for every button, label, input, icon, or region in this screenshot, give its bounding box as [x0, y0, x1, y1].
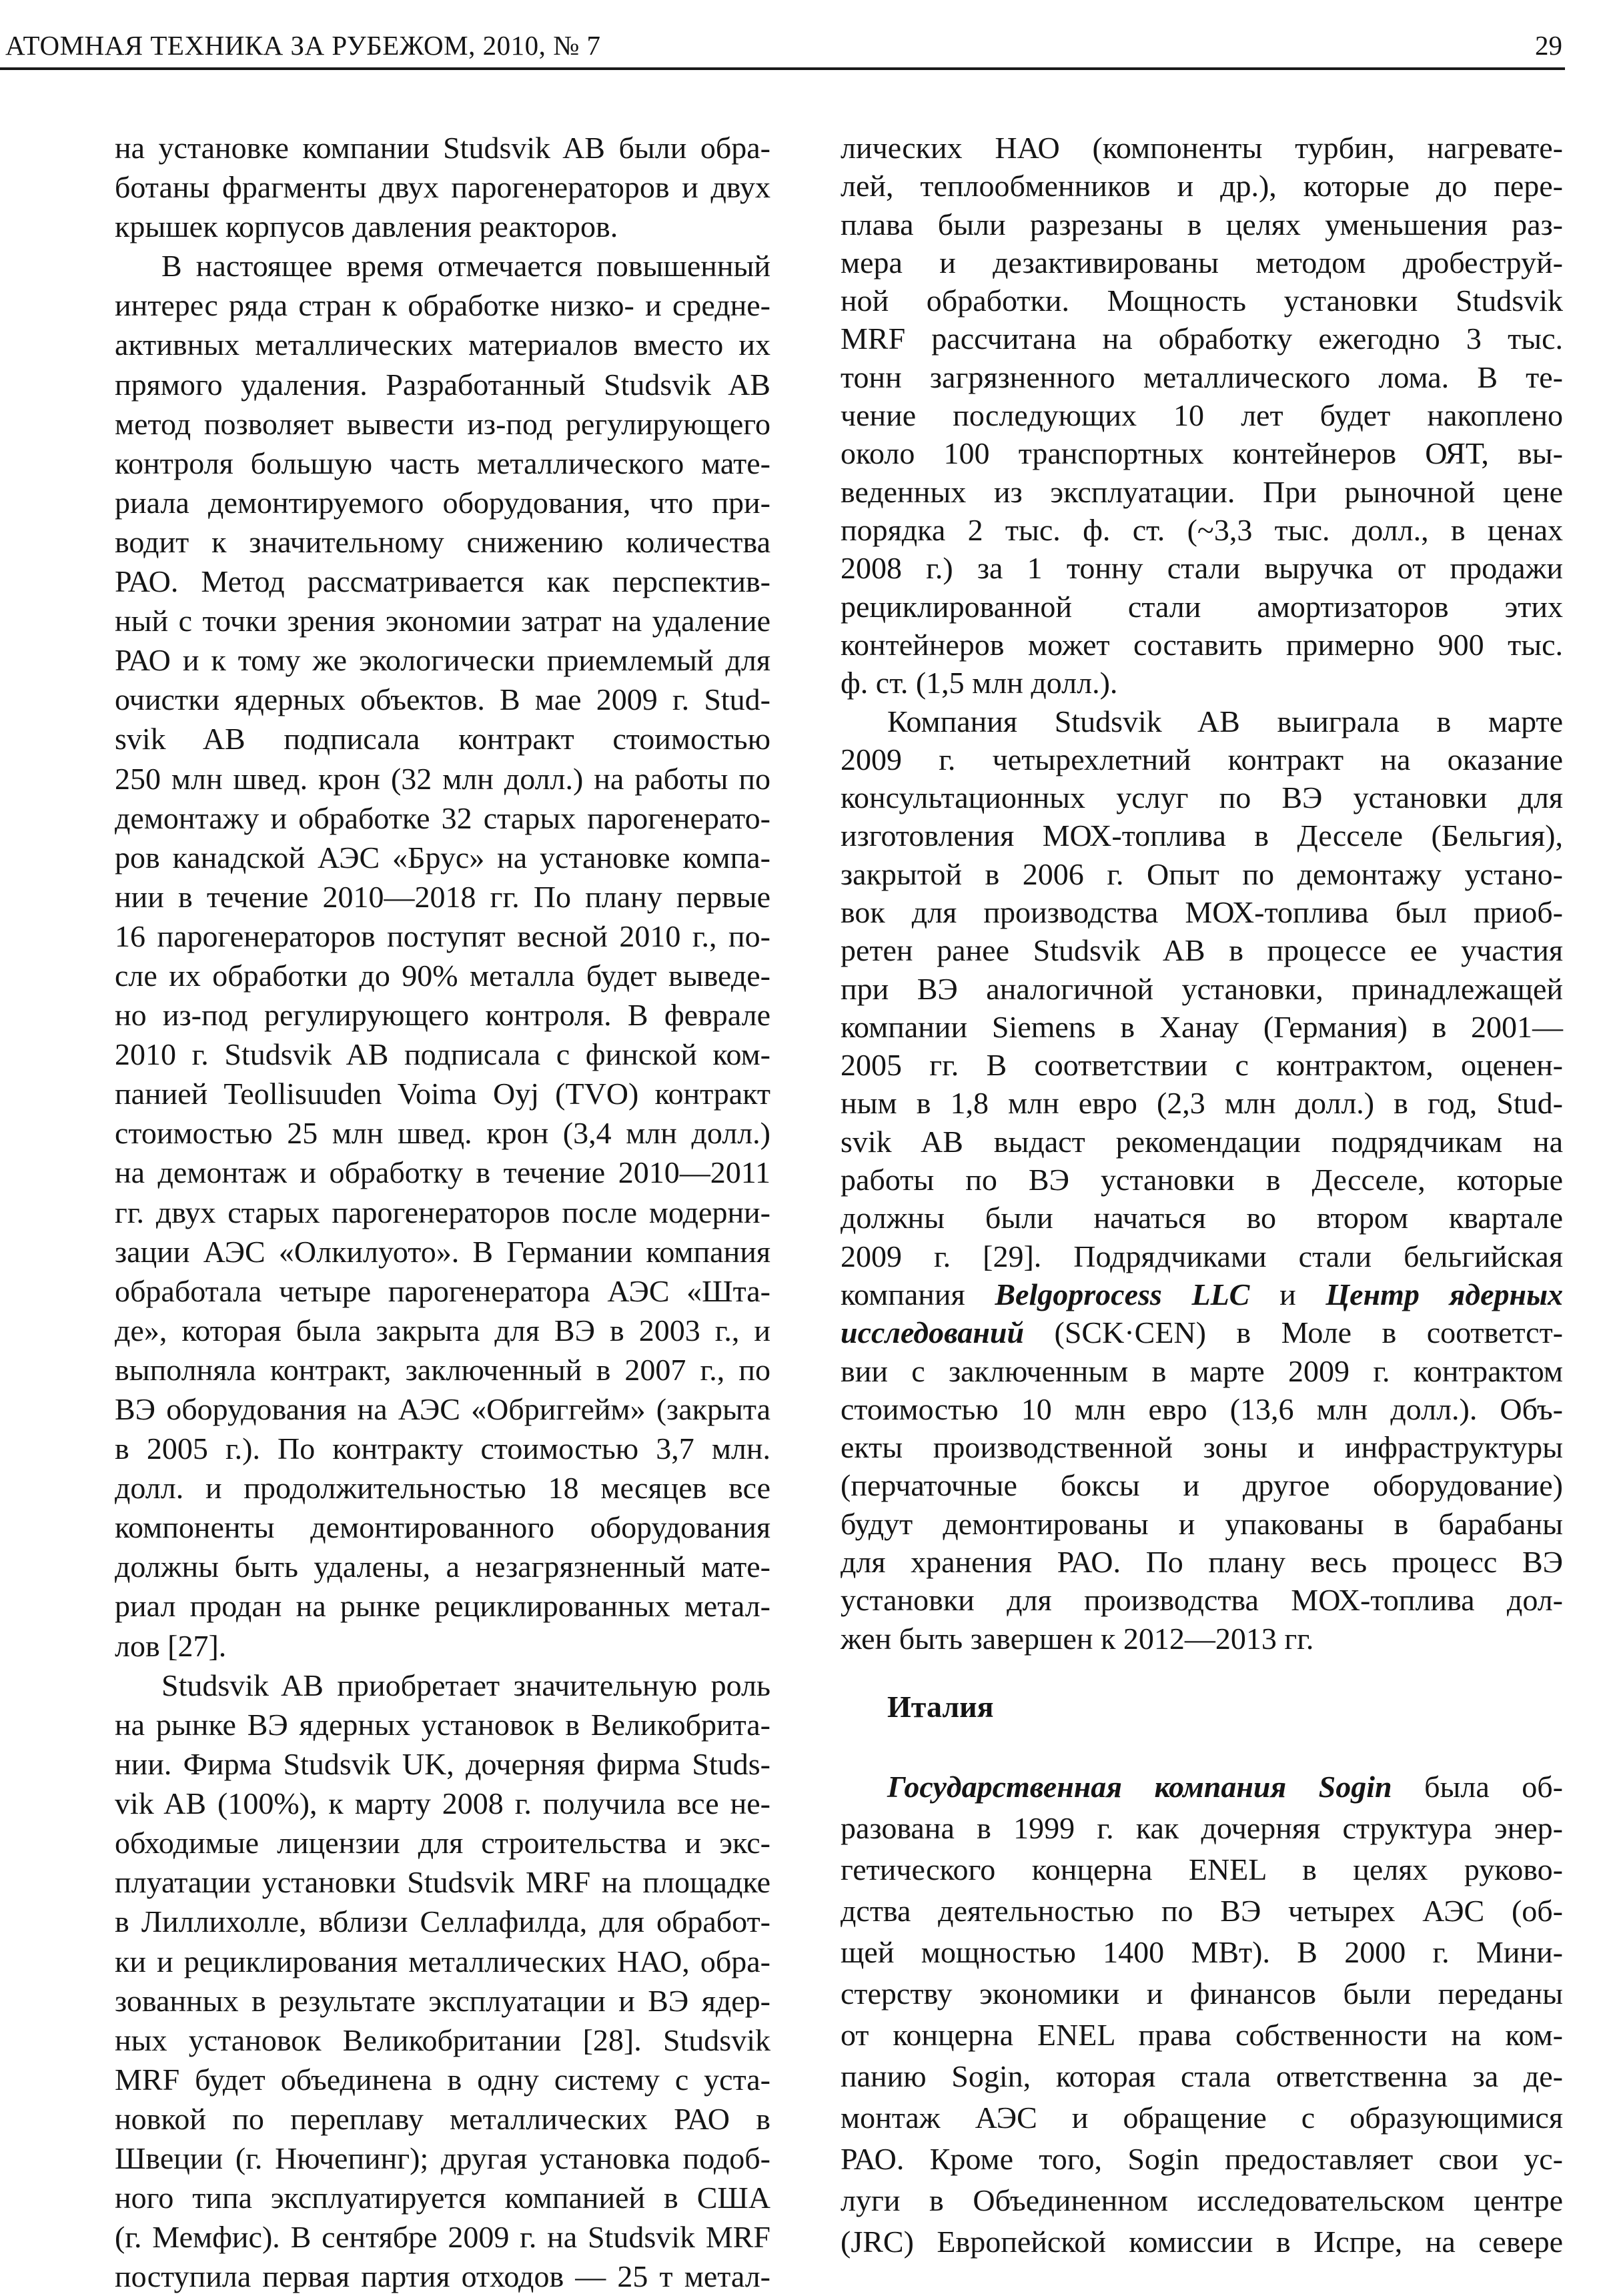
- text-line: ной обработки. Мощность установки Studsvik: [841, 283, 1563, 318]
- text-line: 2005 гг. В соответствии с контрактом, оценен-: [841, 1048, 1563, 1083]
- text-line: MRF рассчитана на обработку ежегодно 3 тыс.: [841, 322, 1563, 356]
- text-line: ки и рециклирования металлических НАО, обра-: [115, 1944, 770, 1978]
- text-line: 2008 г.) за 1 тонну стали выручка от продажи: [841, 551, 1563, 586]
- text-line: 250 млн швед. крон (32 млн долл.) на работы по: [115, 761, 770, 796]
- text-line: установки для производства МОХ-топлива дол-: [841, 1583, 1563, 1618]
- text-line: чение последующих 10 лет будет накоплено: [841, 398, 1563, 433]
- text-line: демонтажу и обработке 32 старых парогенерато-: [115, 800, 770, 835]
- text-line: svik AB подписала контракт стоимостью: [115, 722, 770, 756]
- text-line: на демонтаж и обработку в течение 2010—2011: [115, 1155, 770, 1190]
- text-line: в 2005 г.). По контракту стоимостью 3,7 млн.: [115, 1431, 770, 1466]
- text-line: для хранения РАО. По плану весь процесс ВЭ: [841, 1545, 1563, 1580]
- text-line: екты производственной зоны и инфраструктуры: [841, 1430, 1563, 1465]
- text-line: жен быть завершен к 2012—2013 гг.: [841, 1621, 1314, 1656]
- text-line: разована в 1999 г. как дочерняя структура энер-: [841, 1811, 1563, 1845]
- text-line: [841, 1275, 1563, 1313]
- text-line: дства деятельностью по ВЭ четырех АЭС (об-: [841, 1894, 1563, 1928]
- text-line: при ВЭ аналогичной установки, принадлежащей: [841, 971, 1563, 1006]
- text-line: Компания Studsvik AB выиграла в марте: [887, 704, 1563, 738]
- text-line: риала демонтируемого оборудования, что при-: [115, 485, 770, 520]
- text-line: панию Sogin, которая стала ответственна за де-: [841, 2059, 1563, 2093]
- text-line: должны быть удалены, а незагрязненный мате-: [115, 1550, 770, 1584]
- text-line: рециклированной стали амортизаторов этих: [841, 589, 1563, 624]
- page-number: 29: [1535, 30, 1562, 61]
- text-line: мера и дезактивированы методом дробеструй-: [841, 245, 1563, 279]
- text-line: лических НАО (компоненты турбин, нагревате-: [841, 131, 1563, 165]
- text-line: крышек корпусов давления реакторов.: [115, 209, 618, 244]
- text-line: зованных в результате эксплуатации и ВЭ ядер-: [115, 1983, 770, 2018]
- text-line: прямого удаления. Разработанный Studsvik AB: [115, 367, 770, 402]
- text-line: ВЭ оборудования на АЭС «Обриггейм» (закрыта: [115, 1392, 770, 1427]
- text-line: лей, теплообменников и др.), которые до пере-: [841, 169, 1563, 203]
- text-line: работы по ВЭ установки в Десселе, которые: [841, 1163, 1563, 1197]
- text-line: риал продан на рынке рециклированных метал-: [115, 1589, 770, 1624]
- text-line: контейнеров может составить примерно 900 тыс.: [841, 627, 1563, 662]
- text-line: MRF будет объединена в одну систему с уста-: [115, 2062, 770, 2097]
- text-line: веденных из эксплуатации. При рыночной цене: [841, 474, 1563, 509]
- text-line: нии. Фирма Studsvik UK, дочерняя фирма Studs-: [115, 1747, 770, 1782]
- text-line: Studsvik AB приобретает значительную роль: [161, 1668, 770, 1702]
- text-line: будут демонтированы и упакованы в барабаны: [841, 1506, 1563, 1541]
- text-line: лов [27].: [115, 1628, 227, 1663]
- emphasized-name: Центр ядерных: [1325, 1277, 1563, 1311]
- text-line: порядка 2 тыс. ф. ст. (~3,3 тыс. долл., в ценах: [841, 512, 1563, 547]
- section-heading: Италия: [887, 1690, 994, 1724]
- text-line: водит к значительному снижению количества: [115, 524, 770, 559]
- text-line: луги в Объединенном исследовательском центре: [841, 2183, 1563, 2217]
- text-line: вии с заключенным в марте 2009 г. контрактом: [841, 1353, 1563, 1388]
- text-line: компании Siemens в Ханау (Германия) в 2001—: [841, 1009, 1563, 1044]
- paragraph: [115, 128, 770, 246]
- text-segment: и: [1249, 1277, 1326, 1311]
- text-segment: (SCK·CEN) в Моле в соответст-: [1024, 1315, 1563, 1350]
- text-line: активных металлических материалов вместо их: [115, 328, 770, 362]
- text-line: (JRC) Европейской комиссии в Испре, на севере: [841, 2225, 1563, 2259]
- text-line: стоимостью 25 млн швед. крон (3,4 млн долл.): [115, 1116, 770, 1151]
- text-line: долл. и продолжительностью 18 месяцев все: [115, 1471, 770, 1506]
- text-line: монтаж АЭС и обращение с образующимися: [841, 2101, 1563, 2135]
- text-line: гг. двух старых парогенераторов после модерни-: [115, 1195, 770, 1229]
- text-line: 2009 г. четырехлетний контракт на оказание: [841, 742, 1563, 776]
- text-line: (перчаточные боксы и другое оборудование): [841, 1468, 1563, 1503]
- journal-title: АТОМНАЯ ТЕХНИКА ЗА РУБЕЖОМ, 2010, № 7: [5, 30, 601, 61]
- text-line: интерес ряда стран к обработке низко- и средне-: [115, 288, 770, 323]
- text-line: на рынке ВЭ ядерных установок в Великобрита-: [115, 1707, 770, 1742]
- text-line: РАО. Кроме того, Sogin предоставляет свои ус-: [841, 2142, 1563, 2176]
- text-line: РАО и к тому же экологически приемлемый для: [115, 643, 770, 678]
- text-line: очистки ядерных объектов. В мае 2009 г. Stud-: [115, 682, 770, 717]
- text-line: обходимые лицензии для строительства и экс-: [115, 1826, 770, 1860]
- text-line: ным в 1,8 млн евро (2,3 млн долл.) в год, Stud-: [841, 1086, 1563, 1121]
- paragraph: [115, 1666, 770, 2296]
- text-line: 2009 г. [29]. Подрядчиками стали бельгийская: [841, 1239, 1563, 1273]
- text-line: тонн загрязненного металлического лома. В те-: [841, 360, 1563, 394]
- text-line: консультационных услуг по ВЭ установки для: [841, 780, 1563, 815]
- text-line: ров канадской АЭС «Брус» на установке компа-: [115, 840, 770, 875]
- paragraph: [115, 246, 770, 1665]
- text-line: плава были разрезаны в целях уменьшения раз-: [841, 207, 1563, 241]
- text-line: В настоящее время отмечается повышенный: [161, 249, 770, 283]
- text-line: [841, 1766, 1563, 1808]
- text-line: vik AB (100%), к марту 2008 г. получила все не-: [115, 1786, 770, 1821]
- text-line: Швеции (г. Нючепинг); другая установка подоб-: [115, 2141, 770, 2176]
- text-line: РАО. Метод рассматривается как перспектив-: [115, 564, 770, 599]
- text-line: ретен ранее Studsvik AB в процессе ее участия: [841, 933, 1563, 968]
- text-line: гетического концерна ENEL в целях руково-: [841, 1852, 1563, 1886]
- text-line: де», которая была закрыта для ВЭ в 2003 г., и: [115, 1313, 770, 1347]
- text-line: компоненты демонтированного оборудования: [115, 1510, 770, 1545]
- text-line: ных установок Великобритании [28]. Studsvik: [115, 2023, 770, 2057]
- paragraph: [841, 129, 1563, 702]
- text-line: изготовления МОХ-топлива в Десселе (Бельгия),: [841, 818, 1563, 853]
- text-line: выполняла контракт, заключенный в 2007 г., по: [115, 1352, 770, 1387]
- text-line: контроля большую часть металлического мате-: [115, 446, 770, 480]
- text-line: 16 парогенераторов поступят весной 2010 г., по-: [115, 919, 770, 953]
- text-line: сле их обработки до 90% металла будет выведе-: [115, 958, 770, 993]
- text-line: панией Teollisuuden Voima Oyj (TVO) контракт: [115, 1077, 770, 1111]
- text-line: обработала четыре парогенератора АЭС «Шта-: [115, 1273, 770, 1308]
- text-line: ф. ст. (1,5 млн долл.).: [841, 666, 1118, 700]
- text-line: (г. Мемфис). В сентябре 2009 г. на Studsvik MRF: [115, 2220, 770, 2255]
- text-line: должны были начаться во втором квартале: [841, 1201, 1563, 1235]
- text-line: стерству экономики и финансов были переданы: [841, 1976, 1563, 2011]
- text-line: новкой по переплаву металлических РАО в: [115, 2101, 770, 2136]
- emphasized-name: исследований: [841, 1315, 1025, 1350]
- text-line: стоимостью 10 млн евро (13,6 млн долл.). Объ-: [841, 1391, 1563, 1426]
- text-line: метод позволяет вывести из-под регулирующего: [115, 406, 770, 441]
- emphasized-name: Государственная компания Sogin: [887, 1770, 1392, 1804]
- text-line: плуатации установки Studsvik MRF на площадке: [115, 1865, 770, 1900]
- text-line: ботаны фрагменты двух парогенераторов и двух: [115, 170, 770, 205]
- emphasized-name: Belgoprocess LLC: [995, 1277, 1250, 1311]
- paragraph: [841, 1766, 1563, 2263]
- text-line: от концерна ENEL права собственности на ком-: [841, 2018, 1563, 2052]
- text-line: вок для производства МОХ-топлива был приоб-: [841, 895, 1563, 929]
- text-line: но из-под регулирующего контроля. В феврале: [115, 998, 770, 1033]
- text-line: на установке компании Studsvik AB были обра-: [115, 131, 770, 165]
- text-line: закрытой в 2006 г. Опыт по демонтажу устано-: [841, 856, 1563, 891]
- text-line: 2010 г. Studsvik AB подписала с финской ком-: [115, 1037, 770, 1072]
- text-line: около 100 транспортных контейнеров ОЯТ, вы-: [841, 436, 1563, 471]
- text-line: щей мощностью 1400 МВт). В 2000 г. Мини-: [841, 1935, 1563, 1969]
- text-segment: компания: [841, 1277, 995, 1311]
- text-line: поступила первая партия отходов — 25 т метал-: [115, 2259, 770, 2294]
- text-line: нии в течение 2010—2018 гг. По плану первые: [115, 879, 770, 914]
- paragraph: [841, 702, 1563, 1658]
- header-divider: [0, 67, 1565, 70]
- text-line: [841, 1313, 1563, 1351]
- text-line: зации АЭС «Олкилуото». В Германии компания: [115, 1234, 770, 1269]
- text-line: ного типа эксплуатируется компанией в США: [115, 2181, 770, 2215]
- text-segment: была об-: [1392, 1770, 1563, 1804]
- text-line: svik AB выдаст рекомендации подрядчикам на: [841, 1124, 1563, 1159]
- text-line: в Лиллихолле, вблизи Селлафилда, для обработ-: [115, 1904, 770, 1939]
- text-line: ный с точки зрения экономии затрат на удаление: [115, 604, 770, 638]
